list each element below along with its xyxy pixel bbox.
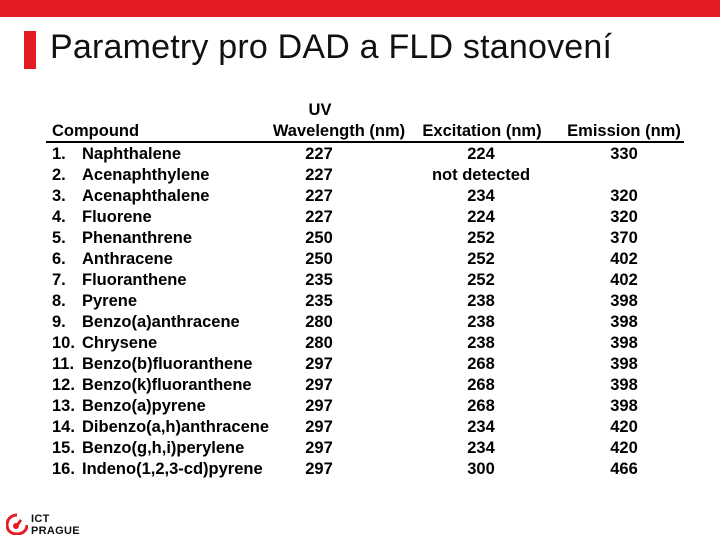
uv-wavelength: 235: [305, 292, 333, 310]
row-number: 6.: [52, 250, 66, 268]
compound-name: Chrysene: [82, 334, 158, 352]
uv-wavelength: 227: [305, 145, 333, 163]
row-number: 3.: [52, 187, 66, 205]
emission-value: 398: [610, 313, 638, 331]
row-number: 16.: [52, 460, 75, 478]
emission-value: 320: [610, 187, 638, 205]
compound-name: Anthracene: [82, 250, 173, 268]
logo-line-1: ICT: [31, 513, 50, 525]
row-number: 1.: [52, 145, 66, 163]
uv-wavelength: 227: [305, 187, 333, 205]
header-rule: [46, 141, 684, 143]
emission-value: 398: [610, 292, 638, 310]
uv-wavelength: 280: [305, 313, 333, 331]
compound-name: Naphthalene: [82, 145, 182, 163]
excitation-value: 234: [467, 187, 495, 205]
excitation-value: 238: [467, 334, 495, 352]
header-wavelength: Wavelength (nm): [272, 122, 406, 140]
excitation-value: 252: [467, 271, 495, 289]
emission-value: 420: [610, 439, 638, 457]
emission-value: 398: [610, 355, 638, 373]
uv-wavelength: 250: [305, 250, 333, 268]
uv-wavelength: 297: [305, 460, 333, 478]
excitation-value: 224: [467, 145, 495, 163]
uv-wavelength: 235: [305, 271, 333, 289]
compound-name: Dibenzo(a,h)anthracene: [82, 418, 270, 436]
row-number: 15.: [52, 439, 75, 457]
uv-wavelength: 297: [305, 355, 333, 373]
compound-name: Benzo(k)fluoranthene: [82, 376, 252, 394]
header-emission: Emission (nm): [567, 122, 681, 140]
excitation-value: not detected: [431, 166, 531, 184]
emission-value: 402: [610, 250, 638, 268]
uv-wavelength: 297: [305, 418, 333, 436]
row-number: 7.: [52, 271, 66, 289]
excitation-value: 238: [467, 292, 495, 310]
row-number: 9.: [52, 313, 66, 331]
emission-value: 320: [610, 208, 638, 226]
row-number: 11.: [52, 355, 75, 373]
logo-line-2: PRAGUE: [31, 525, 80, 537]
uv-wavelength: 297: [305, 376, 333, 394]
ict-prague-logo-icon: [6, 513, 28, 535]
uv-wavelength: 297: [305, 397, 333, 415]
header-uv: UV: [308, 101, 332, 119]
excitation-value: 300: [467, 460, 495, 478]
excitation-value: 238: [467, 313, 495, 331]
header-excitation: Excitation (nm): [422, 122, 542, 140]
emission-value: 466: [610, 460, 638, 478]
emission-value: 370: [610, 229, 638, 247]
row-number: 13.: [52, 397, 75, 415]
compound-name: Acenaphthylene: [82, 166, 210, 184]
emission-value: 420: [610, 418, 638, 436]
row-number: 2.: [52, 166, 66, 184]
uv-wavelength: 227: [305, 208, 333, 226]
uv-wavelength: 227: [305, 166, 333, 184]
compound-name: Indeno(1,2,3-cd)pyrene: [82, 460, 263, 478]
compound-name: Fluorene: [82, 208, 152, 226]
compound-name: Phenanthrene: [82, 229, 193, 247]
emission-value: 398: [610, 397, 638, 415]
emission-value: 398: [610, 376, 638, 394]
compound-name: Benzo(a)pyrene: [82, 397, 206, 415]
excitation-value: 268: [467, 397, 495, 415]
row-number: 8.: [52, 292, 66, 310]
row-number: 5.: [52, 229, 66, 247]
uv-wavelength: 250: [305, 229, 333, 247]
excitation-value: 224: [467, 208, 495, 226]
row-number: 4.: [52, 208, 66, 226]
excitation-value: 234: [467, 439, 495, 457]
uv-wavelength: 297: [305, 439, 333, 457]
compound-name: Acenaphthalene: [82, 187, 210, 205]
compound-name: Fluoranthene: [82, 271, 187, 289]
excitation-value: 268: [467, 355, 495, 373]
excitation-value: 252: [467, 229, 495, 247]
compound-name: Benzo(g,h,i)perylene: [82, 439, 245, 457]
emission-value: 398: [610, 334, 638, 352]
row-number: 14.: [52, 418, 75, 436]
compound-name: Benzo(b)fluoranthene: [82, 355, 253, 373]
uv-wavelength: 280: [305, 334, 333, 352]
excitation-value: 268: [467, 376, 495, 394]
row-number: 12.: [52, 376, 75, 394]
page-title: Parametry pro DAD a FLD stanovení: [50, 28, 613, 66]
excitation-value: 234: [467, 418, 495, 436]
compound-name: Benzo(a)anthracene: [82, 313, 240, 331]
emission-value: 402: [610, 271, 638, 289]
row-number: 10.: [52, 334, 75, 352]
logo-text: [31, 513, 80, 537]
header-compound: Compound: [52, 122, 140, 140]
excitation-value: 252: [467, 250, 495, 268]
compound-name: Pyrene: [82, 292, 138, 310]
emission-value: 330: [610, 145, 638, 163]
